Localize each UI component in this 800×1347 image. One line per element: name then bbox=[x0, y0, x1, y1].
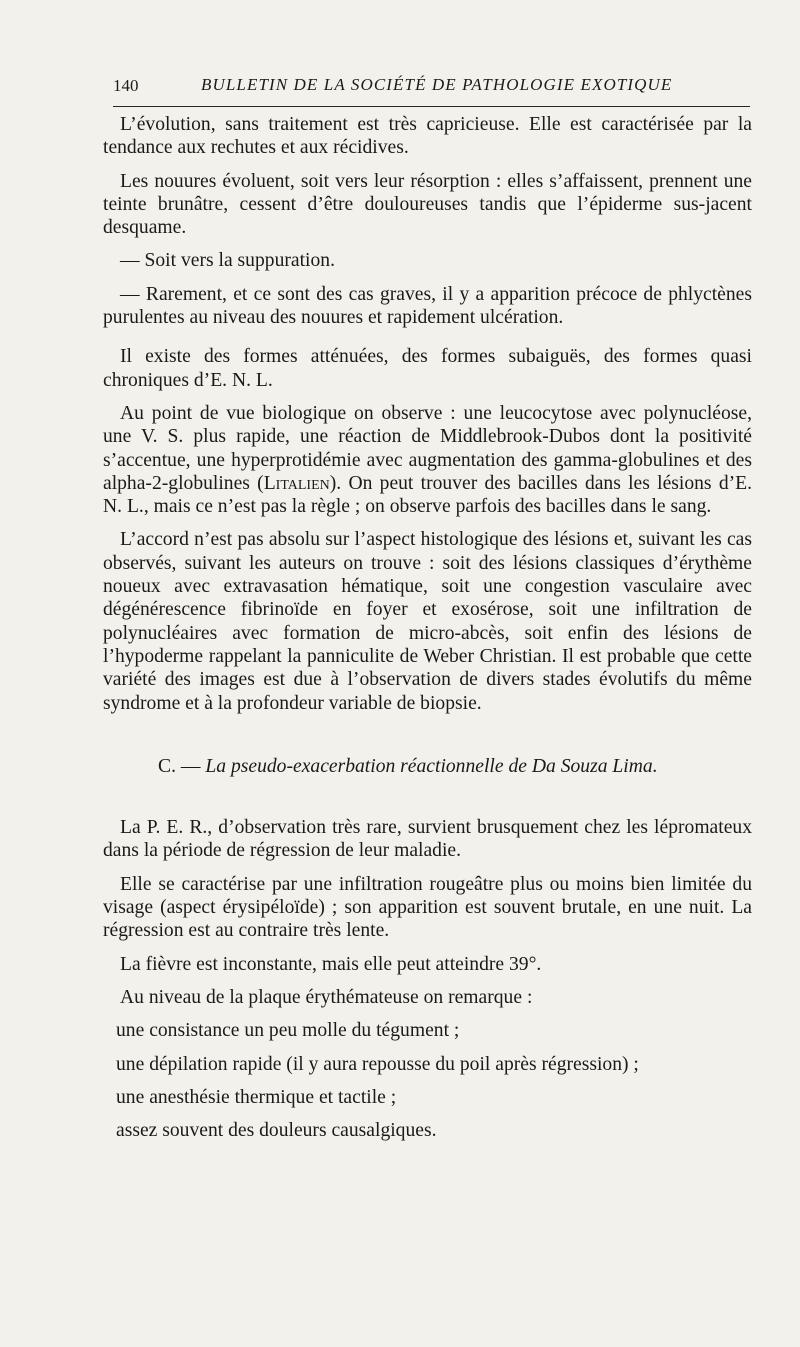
paragraph bbox=[103, 402, 752, 518]
paragraph: — Soit vers la suppuration. bbox=[120, 250, 335, 272]
section-heading bbox=[103, 755, 752, 778]
paragraph: Il existe des formes atténuées, des formes subaiguës, des formes quasi chroniques d’E. N. L. bbox=[103, 346, 752, 391]
header-rule bbox=[113, 106, 750, 107]
paragraph: L’accord n’est pas absolu sur l’aspect histologique des lésions et, suivant les cas observés, suivant les auteurs on trouve : soit des lésions classiques d’érythème noueux avec extravasation hématique, soit une congestion vasculaire avec dégénérescence fibrinoïde en foyer et exosérose, soit une infiltration de polynucléaires avec formation de micro-abcès, soit enfin des lésions de l’hypoderme rappelant la panniculite de Weber Christian. Il est probable que cette variété des images est due à l’observation de divers stades évolutifs du même syndrome et à la profondeur variable de biopsie. bbox=[103, 529, 752, 714]
running-title: BULLETIN DE LA SOCIÉTÉ DE PATHOLOGIE EXOTIQUE bbox=[201, 75, 673, 94]
paragraph-text: ). On peut trouver des bacilles dans les lésions d’E. N. L., mais ce n’est pas la règle ; on observe parfois des bacilles dans le sang. bbox=[103, 472, 753, 518]
paragraph: Les nouures évoluent, soit vers leur résorption : elles s’affaissent, prennent une teinte brunâtre, cessent d’être douloureuses tandis que l’épiderme sus-jacent desquame. bbox=[103, 170, 752, 239]
author-name: Litalien bbox=[263, 472, 330, 494]
paragraph: Elle se caractérise par une infiltration rougeâtre plus ou moins bien limitée du visage (aspect érysipéloïde) ; son apparition est souvent brutale, en une nuit. La régression est au contraire très lente. bbox=[103, 873, 752, 942]
list-item: une consistance un peu molle du tégument ; bbox=[116, 1020, 460, 1042]
list-item: une anesthésie thermique et tactile ; bbox=[116, 1086, 397, 1108]
paragraph: La P. E. R., d’observation très rare, survient brusquement chez les lépromateux dans la période de régression de leur maladie. bbox=[103, 817, 752, 862]
paragraph: La fièvre est inconstante, mais elle peut atteindre 39°. bbox=[120, 953, 542, 975]
paragraph: L’évolution, sans traitement est très capricieuse. Elle est caractérisée par la tendance aux rechutes et aux récidives. bbox=[103, 114, 752, 159]
paragraph-text: Au point de vue biologique on observe : une leucocytose avec polynucléose, une V. S. plus rapide, une réaction de Middlebrook-Dubos dont la positivité s’accentue, une hyperprotidémie avec augmentation des gamma-globulines et des alpha-2-globulines ( bbox=[103, 402, 752, 494]
paragraph: Au niveau de la plaque érythémateuse on remarque : bbox=[120, 986, 533, 1008]
section-letter: C. — bbox=[158, 755, 201, 777]
body-text bbox=[103, 113, 752, 1142]
page-header bbox=[113, 72, 750, 102]
section-title: La pseudo-exacerbation réactionnelle de Da Souza Lima. bbox=[205, 755, 658, 777]
page-number: 140 bbox=[113, 76, 139, 95]
list-item: assez souvent des douleurs causalgiques. bbox=[116, 1120, 437, 1142]
list-item: une dépilation rapide (il y aura repousse du poil après régression) ; bbox=[116, 1053, 639, 1075]
paragraph: — Rarement, et ce sont des cas graves, il y a apparition précoce de phlyctènes purulentes au niveau des nouures et rapidement ulcération. bbox=[103, 283, 752, 329]
